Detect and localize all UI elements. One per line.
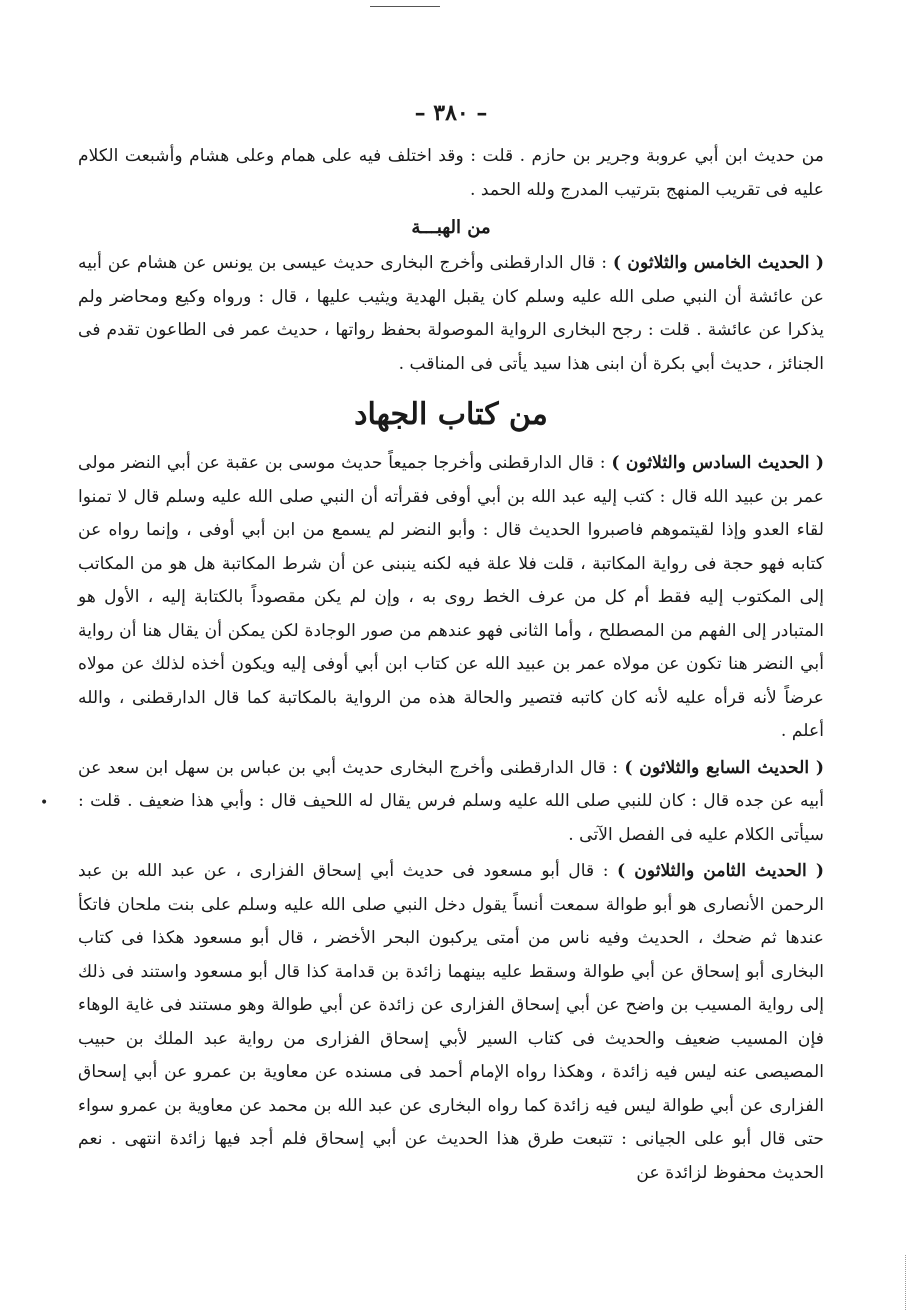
- hadith-35-text: : قال الدارقطنى وأخرج البخارى حديث عيسى بن يونس عن هشام عن أبيه عن عائشة أن النبي صلى الله عليه وسلم كان يقبل الهدية ويثيب عليها ، قال : ورواه وكيع ومحاضر ولم يذكرا عن عائشة . قلت : رجح البخارى الرواية الموصولة بحفظ رواتها ، حديث عمر فى الطاعون تقدم فى الجنائز ، حديث أبي بكرة أن ابنى هذا سيد يأتى فى المناقب .: [78, 253, 824, 374]
- page-body: [78, 100, 824, 1190]
- hadith-38-paragraph: [78, 855, 824, 1190]
- page-edge-mark: [905, 1255, 914, 1310]
- hadith-37-paragraph: [78, 752, 824, 853]
- top-rule: [370, 6, 440, 7]
- section-heading-jihad: من كتاب الجهاد: [354, 397, 548, 432]
- hadith-38-text: : قال أبو مسعود فى حديث أبي إسحاق الفزارى ، عن عبد الله بن عبد الرحمن الأنصارى هو أبو طوالة سمعت أنساً يقول دخل النبي صلى الله عليه وسلم على بنت ملحان فاتكأ عندها ثم ضحك ، الحديث وفيه ناس من أمتى يركبون البحر الأخضر ، قال أبو مسعود هكذا فى كتاب البخارى أبو إسحاق عن أبي طوالة وسقط عليه بينهما زائدة بن قدامة كذا قال أبو مسعود واستند فى ذلك إلى رواية المسيب بن واضح عن أبي إسحاق الفزارى عن زائدة عن أبي طوالة وهو مستند فى غاية الوهاء فإن المسيب ضعيف والحديث فى كتاب السير لأبي إسحاق الفزارى من رواية عبد الملك بن حبيب المصيصى عنه ليس فيه زائدة ، وهكذا رواه الإمام أحمد فى مسنده عن معاوية بن عمرو عن أبي إسحاق الفزارى عن أبي طوالة ليس فيه زائدة كما رواه البخارى عن عبد الله بن محمد عن معاوية بن عمرو سواء حتى قال أبو على الجيانى : تتبعت طرق هذا الحديث عن أبي إسحاق فلم أجد فيها زائدة انتهى . نعم الحديث محفوظ لزائدة عن: [78, 861, 824, 1183]
- hadith-36-label: ( الحديث السادس والثلاثون ): [611, 453, 824, 473]
- hadith-36-paragraph: [78, 447, 824, 749]
- hadith-37-label: ( الحديث السابع والثلاثون ): [624, 757, 825, 778]
- intro-paragraph: من حديث ابن أبي عروبة وجرير بن حازم . قلت : وقد اختلف فيه على همام وعلى هشام وأشبعت الكلام عليه فى تقريب المنهج بترتيب المدرج ولله الحمد .: [78, 146, 824, 200]
- hadith-35-label: ( الحديث الخامس والثلاثون ): [612, 253, 824, 273]
- page-number: – ٣٨٠ –: [414, 100, 488, 126]
- margin-dot: •: [40, 795, 49, 811]
- hadith-37-text: : قال الدارقطنى وأخرج البخارى حديث أبي بن عباس بن سهل ابن سعد عن أبيه عن جده قال : كان للنبي صلى الله عليه وسلم فرس يقال له اللحيف قال : وأبي هذا ضعيف . قلت : سيأتى الكلام عليه فى الفصل الآتى .: [78, 757, 824, 845]
- hadith-38-label: ( الحديث الثامن والثلاثون ): [617, 861, 824, 881]
- hadith-35-paragraph: [78, 247, 824, 381]
- hadith-36-text: : قال الدارقطنى وأخرجا جميعاً حديث موسى بن عقبة عن أبي النضر مولى عمر بن عبيد الله قال : كتب إليه عبد الله بن أبي أوفى فقرأته أن النبي صلى الله عليه وسلم قال لا تمنوا لقاء العدو وإذا لقيتموهم فاصبروا الحديث قال : وأبو النضر لم يسمع من ابن أبي أوفى ، وإنما رواه عن كتابه فهو حجة فى رواية المكاتبة ، قلت فلا علة فيه لكنه ينبنى عن أن شرط المكاتبة هل هو من المكاتب إلى المكتوب إليه فقط أم كل من عرف الخط روى به ، وإن لم يكن مقصوداً بالكتابة إليه ، الأول هو المتبادر إلى الفهم من المصطلح ، وأما الثانى فهو عندهم من صور الوجادة لكن يمكن أن يقال هنا أن رواية أبي النضر هنا تكون عن مولاه عمر بن عبيد الله عن كتاب ابن أبي أوفى إليه ويكون أخذه لذلك عن مولاه عرضاً لأنه قرأه عليه لأنه كان كاتبه فتصير والحالة هذه من الرواية بالمكاتبة كما قال الدارقطنى ، والله أعلم .: [78, 453, 824, 741]
- section-heading-hiba: من الهبـــة: [411, 217, 491, 238]
